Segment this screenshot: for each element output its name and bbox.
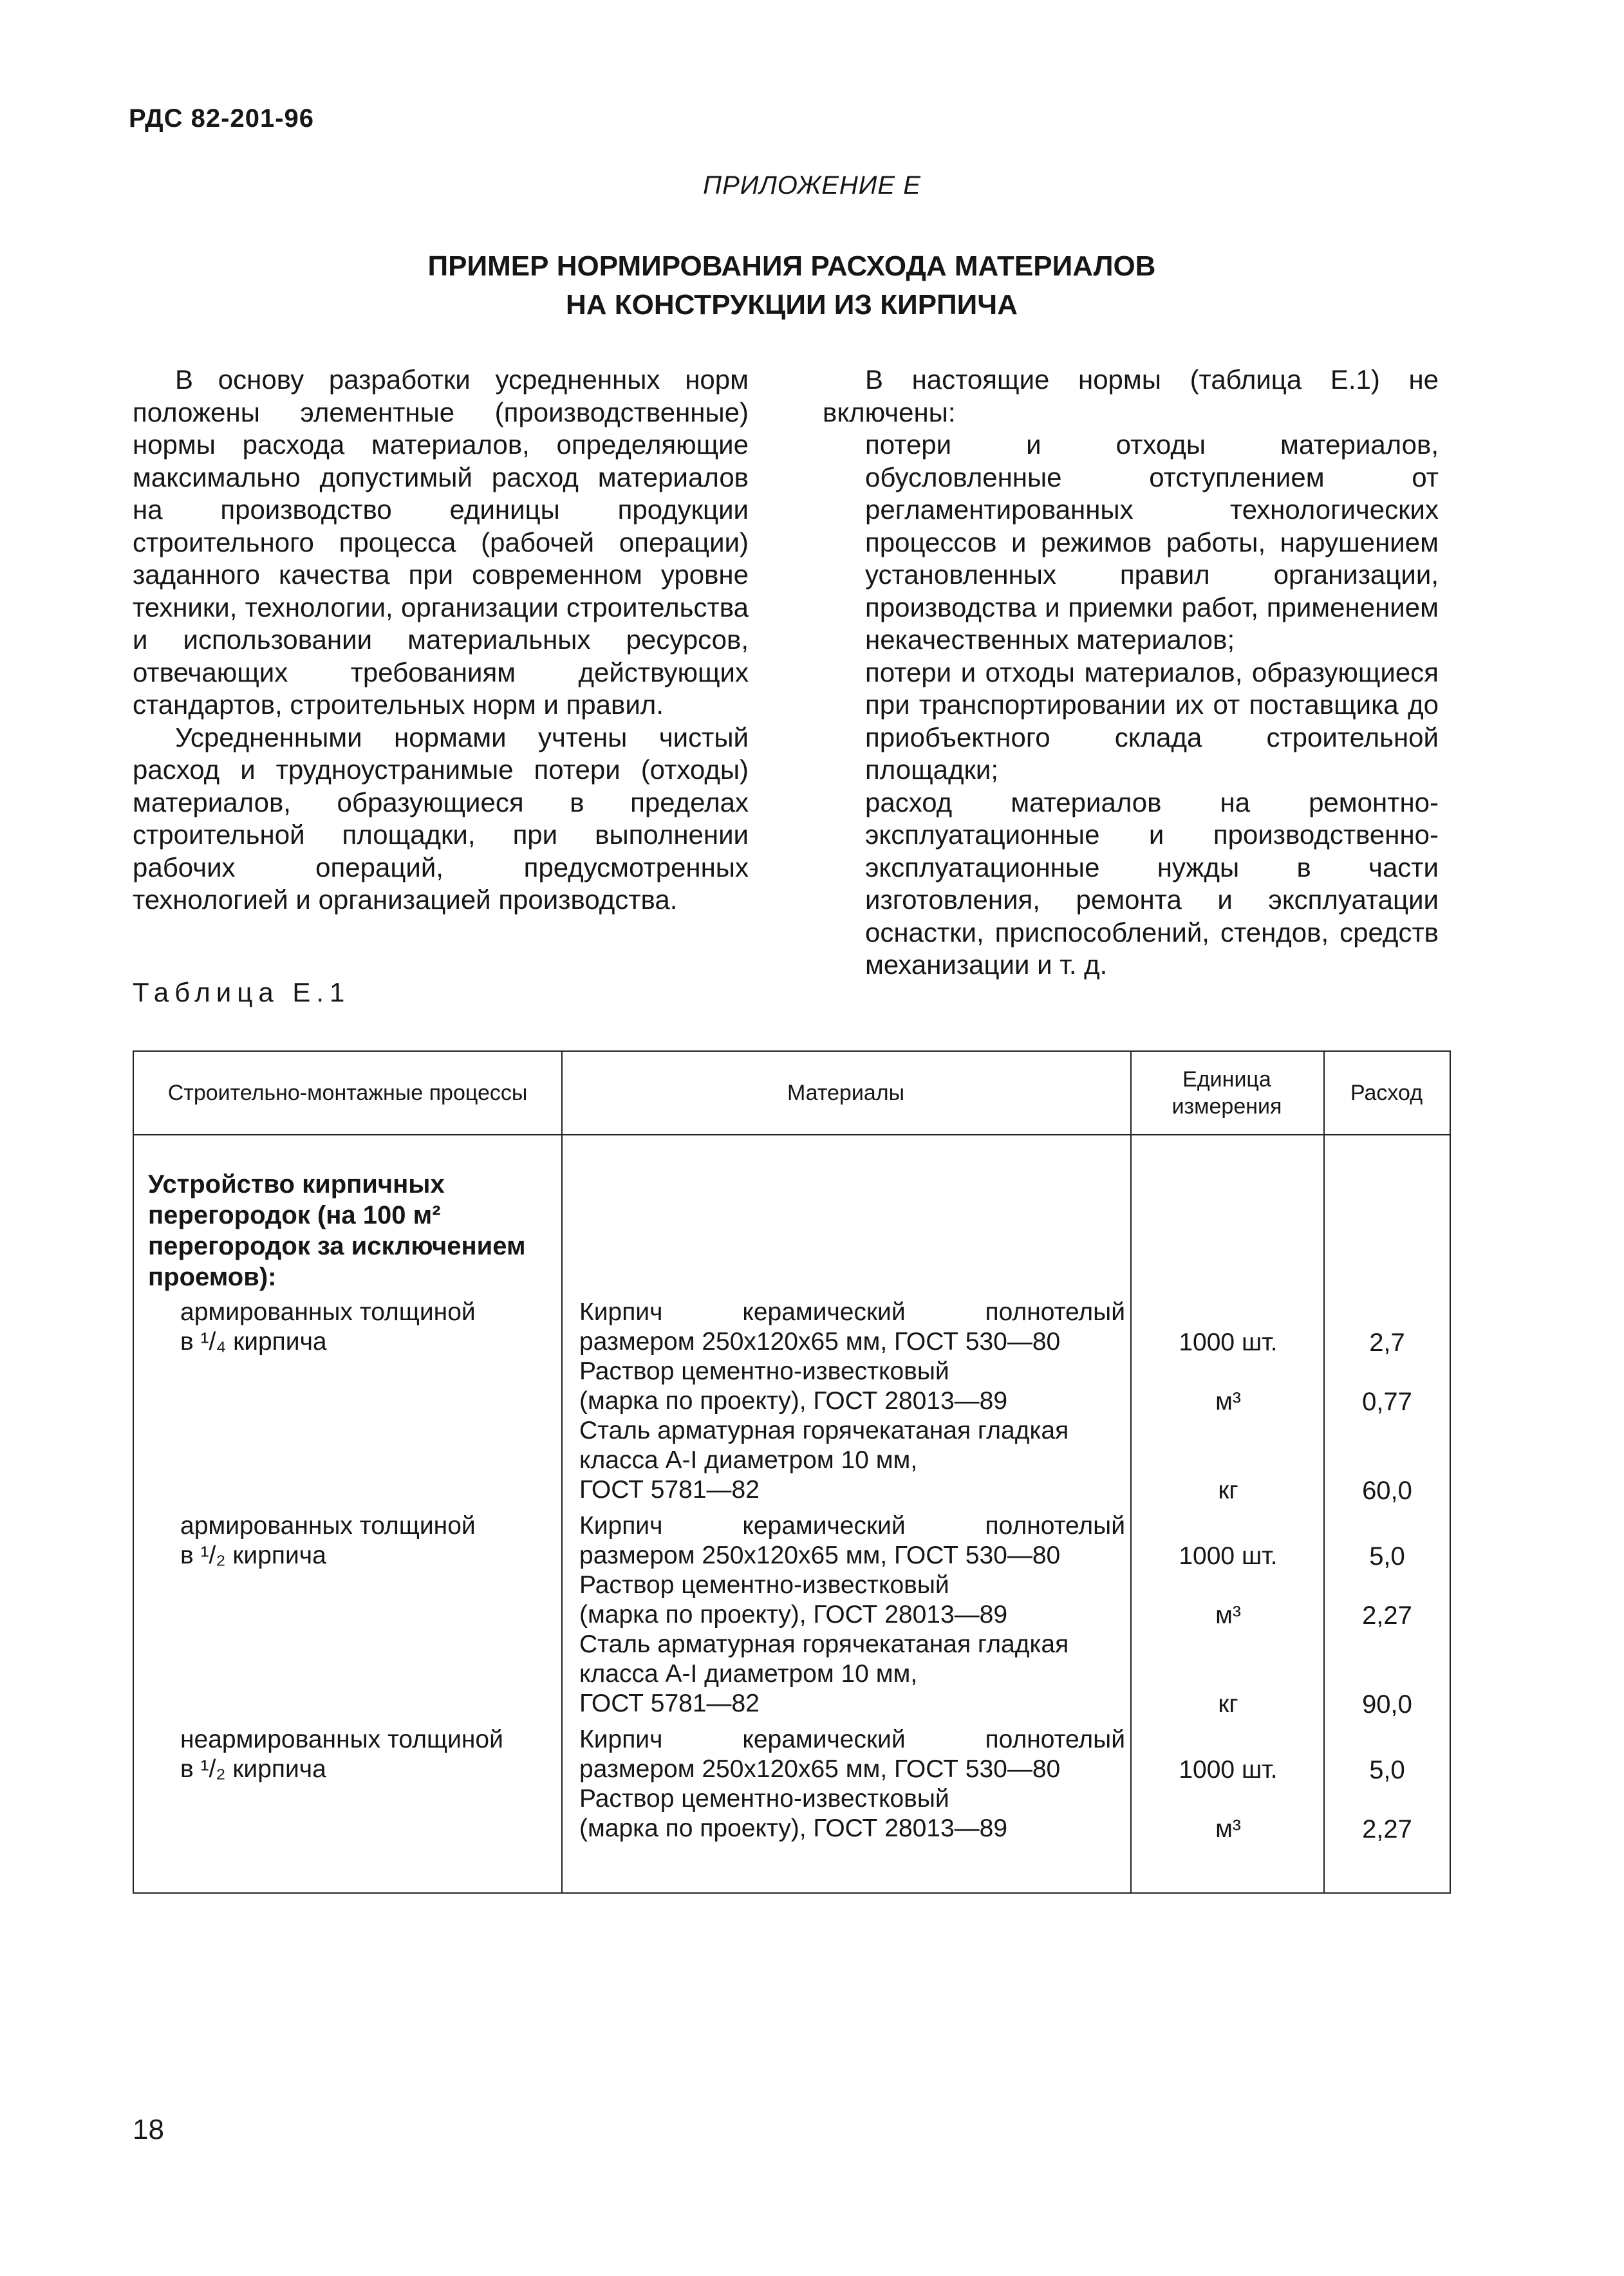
table-column-divider (561, 1052, 563, 1892)
process-line: в ¹/₂ кирпича (180, 1542, 326, 1569)
unit-cell: м³ (1215, 1388, 1241, 1415)
value-cell: 0,77 (1362, 1388, 1412, 1416)
header-consumption: Расход (1350, 1081, 1423, 1105)
process-row-2 (180, 1511, 554, 1571)
appendix-label: ПРИЛОЖЕНИЕ Е (703, 171, 921, 200)
material-line: размером 250x120x65 мм, ГОСТ 530—80 (579, 1328, 1061, 1356)
document-code: РДС 82-201-96 (129, 104, 315, 133)
title-line-1: ПРИМЕР НОРМИРОВАНИЯ РАСХОДА МАТЕРИАЛОВ (427, 250, 1156, 282)
process-line: в ¹/₄ кирпича (180, 1328, 327, 1356)
unit-cell: кг (1218, 1690, 1238, 1718)
materials-row-3 (579, 1725, 1125, 1843)
value-cell: 60,0 (1362, 1477, 1412, 1505)
material-line: (марка по проекту), ГОСТ 28013—89 (579, 1814, 1008, 1842)
value-cell: 5,0 (1369, 1542, 1405, 1571)
value-cell: 2,27 (1362, 1815, 1412, 1843)
process-line: в ¹/₂ кирпича (180, 1755, 326, 1783)
process-row-1 (180, 1298, 554, 1357)
material-line: Кирпич керамический полнотелый (579, 1512, 1125, 1540)
right-text-column (823, 364, 1439, 982)
group-title: Устройство кирпичных перегородок (на 100 м² перегородок за исключением проемов): (148, 1170, 526, 1291)
material-line: Кирпич керамический полнотелый (579, 1726, 1125, 1753)
right-item-3: расход материалов на ремонтно-эксплуатационные и производственно-эксплуатационные нужды в части изготовления, ремонта и эксплуатации оснастки, приспособлений, стендов, средств механизации и т. д. (865, 787, 1439, 980)
material-line: Сталь арматурная горячекатаная гладкая (579, 1417, 1069, 1444)
process-row-3 (180, 1725, 554, 1784)
right-item-1: потери и отходы материалов, обусловленные отступлением от регламентированных технологических процессов и режимов работы, нарушением установленных правил организации, производства и приемки работ, применением некачественных материалов; (865, 429, 1439, 655)
value-cell: 2,7 (1369, 1329, 1405, 1357)
header-unit: Единица измерения (1171, 1067, 1282, 1119)
material-line: Кирпич керамический полнотелый (579, 1298, 1125, 1326)
material-line: размером 250x120x65 мм, ГОСТ 530—80 (579, 1755, 1061, 1783)
value-cell: 5,0 (1369, 1756, 1405, 1784)
table-caption: Таблица Е.1 (133, 977, 351, 1007)
material-line: Сталь арматурная горячекатаная гладкая (579, 1630, 1069, 1658)
material-line: класса А-I диаметром 10 мм, (579, 1660, 918, 1688)
left-text-column (133, 364, 749, 917)
left-paragraph-1: В основу разработки усредненных норм положены элементные (производственные) нормы расхода материалов, определяющие максимально допустимый расход материалов на производство единицы продукции строительного процесса (рабочей операции) заданного качества при современном уровне техники, технологии, организации строительства и использовании материальных ресурсов, отвечающих требованиям действующих стандартов, строительных норм и правил. (133, 364, 749, 720)
page-title (0, 247, 1583, 324)
material-line: размером 250x120x65 мм, ГОСТ 530—80 (579, 1542, 1061, 1569)
material-line: Раствор цементно-известковый (579, 1357, 949, 1385)
material-line: (марка по проекту), ГОСТ 28013—89 (579, 1387, 1008, 1415)
unit-cell: 1000 шт. (1179, 1756, 1278, 1784)
material-line: класса А-I диаметром 10 мм, (579, 1446, 918, 1474)
process-line: армированных толщиной (180, 1512, 476, 1540)
material-line: ГОСТ 5781—82 (579, 1476, 760, 1504)
material-line: ГОСТ 5781—82 (579, 1690, 760, 1717)
unit-cell: 1000 шт. (1179, 1542, 1278, 1570)
unit-cell: 1000 шт. (1179, 1329, 1278, 1356)
unit-cell: м³ (1215, 1601, 1241, 1629)
materials-row-1 (579, 1298, 1125, 1505)
title-line-2: НА КОНСТРУКЦИИ ИЗ КИРПИЧА (566, 289, 1018, 321)
value-cell: 90,0 (1362, 1690, 1412, 1719)
materials-row-2 (579, 1511, 1125, 1719)
process-line: неармированных толщиной (180, 1726, 503, 1753)
header-materials: Материалы (787, 1081, 905, 1105)
materials-table (133, 1050, 1451, 1894)
right-item-2: потери и отходы материалов, образующиеся при транспортировании их от поставщика до приобъектного склада строительной площадки; (865, 657, 1439, 785)
process-line: армированных толщиной (180, 1298, 476, 1326)
unit-cell: м³ (1215, 1815, 1241, 1843)
header-processes: Строительно-монтажные процессы (167, 1081, 528, 1105)
material-line: Раствор цементно-известковый (579, 1785, 949, 1813)
material-line: Раствор цементно-известковый (579, 1571, 949, 1599)
page-number: 18 (133, 2114, 164, 2145)
value-cell: 2,27 (1362, 1601, 1412, 1630)
unit-cell: кг (1218, 1477, 1238, 1504)
material-line: (марка по проекту), ГОСТ 28013—89 (579, 1601, 1008, 1628)
table-header-divider (134, 1134, 1450, 1135)
left-paragraph-2: Усредненными нормами учтены чистый расход и трудноустранимые потери (отходы) материалов, образующиеся в пределах строительной площадки, при выполнении рабочих операций, предусмотренных технологией и организацией производства. (133, 722, 749, 915)
right-intro: В настоящие нормы (таблица Е.1) не включены: (823, 364, 1439, 427)
